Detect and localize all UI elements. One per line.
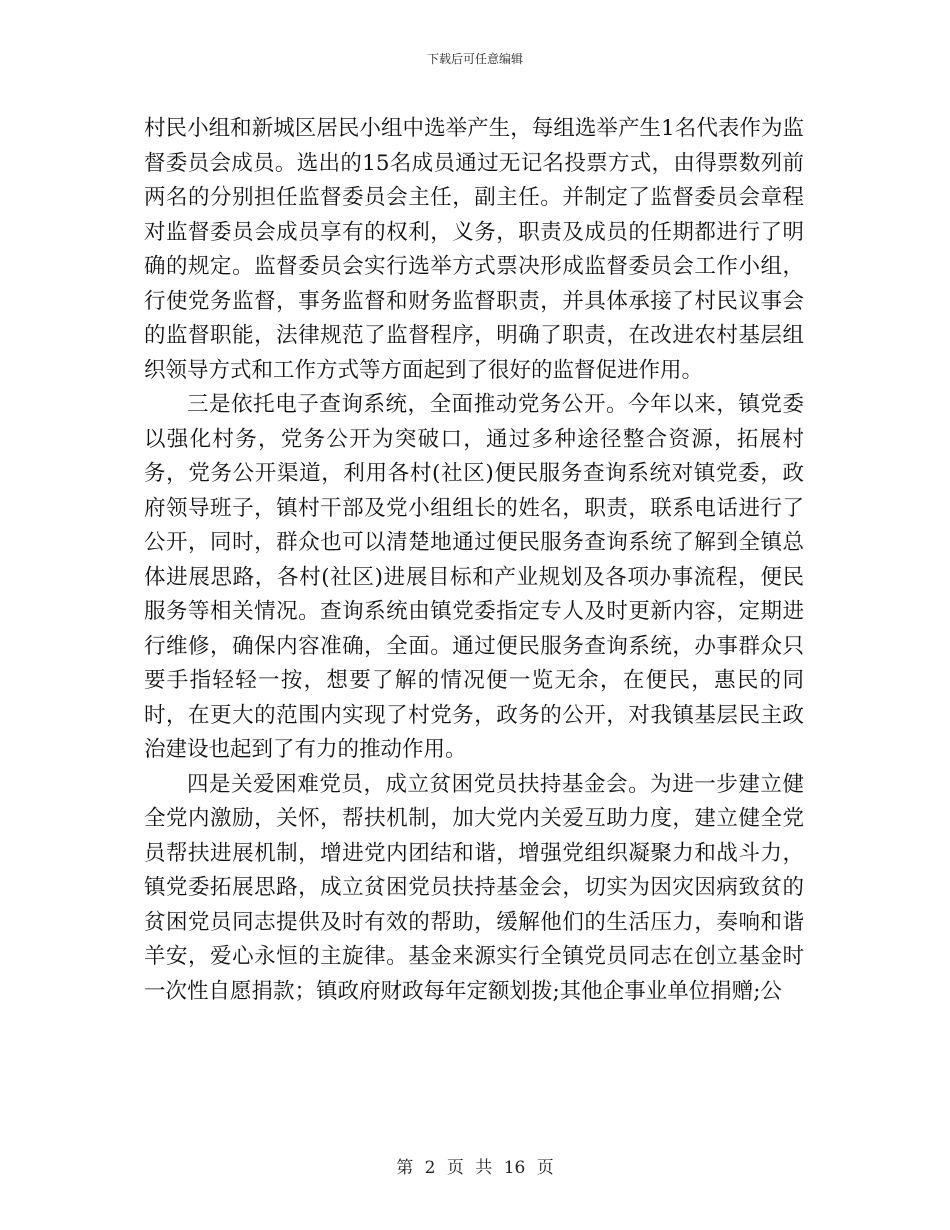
page-number-footer: 第 2 页 共 16 页 <box>396 1158 554 1178</box>
document-body <box>144 112 804 1009</box>
paragraph-4-support-fund: 四是关爱困难党员，成立贫困党员扶持基金会。为进一步建立健全党内激励，关怀，帮扶机制，加大党内关爱互助力度，建立健全党员帮扶进展机制，增进党内团结和谐，增强党组织凝聚力和战斗力，镇党委拓展思路，成立贫困党员扶持基金会，切实为因灾因病致贫的贫困党员同志提供及时有效的帮助，缓解他们的生活压力，奏响和谐羊安，爱心永恒的主旋律。基金来源实行全镇党员同志在创立基金时一次性自愿捐款；镇政府财政每年定额划拨;其他企事业单位捐赠;公 <box>144 771 804 1004</box>
paragraph-continued: 村民小组和新城区居民小组中选举产生，每组选举产生1名代表作为监督委员会成员。选出的15名成员通过无记名投票方式，由得票数列前两名的分别担任监督委员会主任，副主任。并制定了监督委员会章程对监督委员会成员享有的权利，义务，职责及成员的任期都进行了明确的规定。监督委员会实行选举方式票决形成监督委员会工作小组，行使党务监督，事务监督和财务监督职责，并具体承接了村民议事会的监督职能，法律规范了监督程序，明确了职责，在改进农村基层组织领导方式和工作方式等方面起到了很好的监督促进作用。 <box>144 116 804 383</box>
page-header: 下载后可任意编辑 <box>426 52 523 66</box>
paragraph-3-query-system: 三是依托电子查询系统，全面推动党务公开。今年以来，镇党委以强化村务，党务公开为突破口，通过多种途径整合资源，拓展村务，党务公开渠道，利用各村(社区)便民服务查询系统对镇党委，政府领导班子，镇村干部及党小组组长的姓名，职责，联系电话进行了公开，同时，群众也可以清楚地通过便民服务查询系统了解到全镇总体进展思路，各村(社区)进展目标和产业规划及各项办事流程，便民服务等相关情况。查询系统由镇党委指定专人及时更新内容，定期进行维修，确保内容准确，全面。通过便民服务查询系统，办事群众只要手指轻轻一按，想要了解的情况便一览无余，在便民，惠民的同时，在更大的范围内实现了村党务，政务的公开，对我镇基层民主政治建设也起到了有力的推动作用。 <box>144 392 804 762</box>
